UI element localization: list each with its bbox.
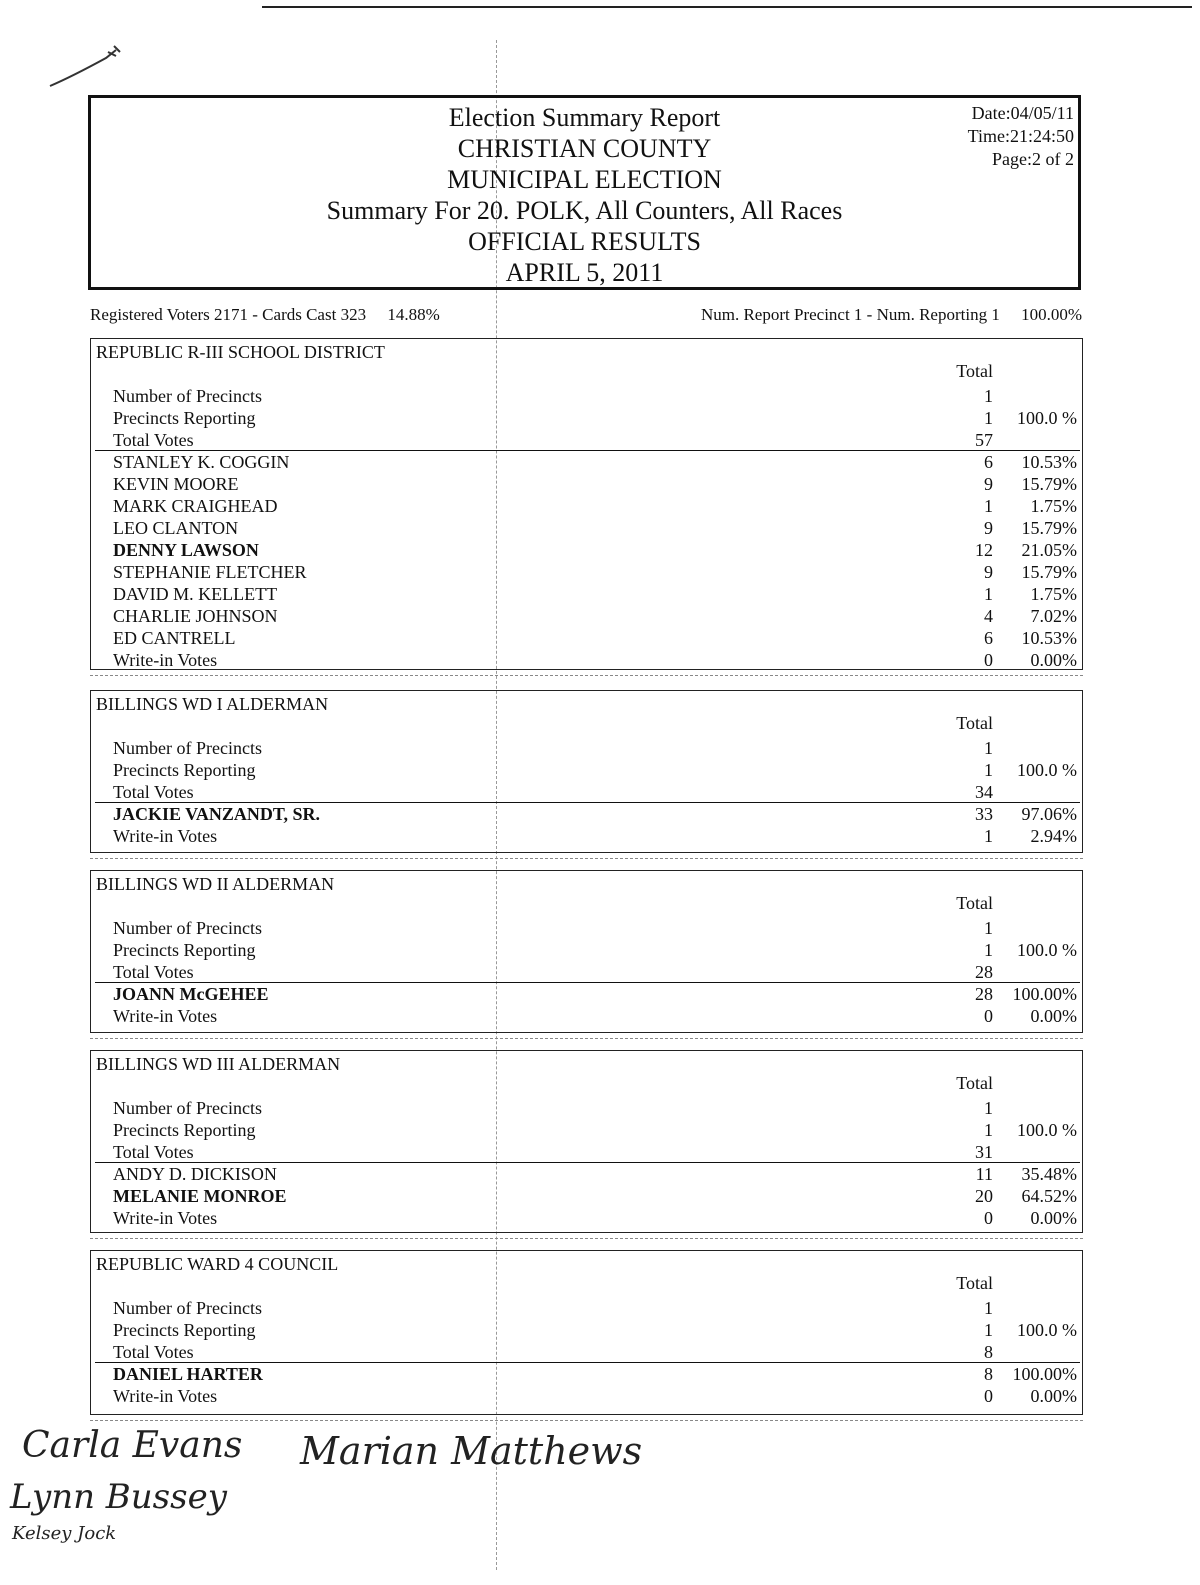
race-separator [90, 1238, 1083, 1239]
race-separator [90, 858, 1083, 859]
race-separator [90, 1420, 1083, 1421]
precincts-row [91, 737, 1082, 759]
page-number: Page:2 of 2 [992, 149, 1074, 169]
candidate-percent: 0.00% [1030, 650, 1077, 670]
total-votes-row [91, 781, 1082, 803]
row-label: Precincts Reporting [113, 408, 256, 428]
row-percent: 100.0 % [1017, 760, 1077, 780]
candidate-percent: 1.75% [1030, 496, 1077, 516]
precincts-reporting-row [91, 939, 1082, 961]
precincts-reporting-row [91, 1119, 1082, 1141]
total-column-header: Total [956, 893, 993, 913]
candidate-percent: 97.06% [1021, 804, 1077, 824]
county-name: CHRISTIAN COUNTY [457, 134, 712, 163]
report-time: Time:21:24:50 [967, 126, 1074, 146]
row-label: Number of Precincts [113, 1298, 262, 1318]
candidate-percent: 0.00% [1030, 1208, 1077, 1228]
candidate-percent: 21.05% [1021, 540, 1077, 560]
candidate-row [91, 1363, 1082, 1385]
candidate-name: DAVID M. KELLETT [113, 584, 278, 604]
race-title: BILLINGS WD I ALDERMAN [96, 694, 329, 714]
row-label: Precincts Reporting [113, 760, 256, 780]
candidate-row [91, 1185, 1082, 1207]
row-value: 1 [984, 1320, 993, 1340]
candidate-name: Write-in Votes [113, 650, 218, 670]
candidate-votes: 20 [975, 1186, 993, 1206]
row-value: 1 [984, 738, 993, 758]
election-name: MUNICIPAL ELECTION [447, 165, 722, 194]
row-percent: 100.0 % [1017, 940, 1077, 960]
candidate-name: ANDY D. DICKISON [113, 1164, 277, 1184]
signatures [0, 1425, 700, 1585]
candidate-percent: 15.79% [1021, 474, 1077, 494]
race-title: REPUBLIC R-III SCHOOL DISTRICT [96, 342, 385, 362]
precincts-reporting-row [91, 407, 1082, 429]
report-header [88, 95, 1081, 290]
candidate-name: Write-in Votes [113, 1208, 218, 1228]
row-value: 1 [984, 1098, 993, 1118]
row-label: Total Votes [113, 1142, 194, 1162]
row-label: Total Votes [113, 1342, 194, 1362]
total-votes-row [91, 1341, 1082, 1363]
row-label: Number of Precincts [113, 738, 262, 758]
row-label: Precincts Reporting [113, 1320, 256, 1340]
candidate-row [91, 825, 1082, 847]
precincts-reporting-row [91, 759, 1082, 781]
precincts-row [91, 1297, 1082, 1319]
candidate-name: Write-in Votes [113, 1006, 218, 1026]
candidate-row [91, 605, 1082, 627]
race-title: BILLINGS WD II ALDERMAN [96, 874, 335, 894]
candidate-percent: 2.94% [1030, 826, 1077, 846]
candidate-votes: 6 [984, 452, 993, 472]
total-column-header: Total [956, 1073, 993, 1093]
candidate-votes: 0 [984, 1006, 993, 1026]
candidate-votes: 9 [984, 518, 993, 538]
candidate-votes: 6 [984, 628, 993, 648]
candidate-votes: 8 [984, 1364, 993, 1384]
row-label: Precincts Reporting [113, 1120, 256, 1140]
candidate-percent: 10.53% [1021, 628, 1077, 648]
report-title: Election Summary Report [448, 103, 721, 132]
total-column-header: Total [956, 361, 993, 381]
total-votes-row [91, 429, 1082, 451]
candidate-row [91, 649, 1082, 671]
row-label: Number of Precincts [113, 386, 262, 406]
candidate-name: ED CANTRELL [113, 628, 236, 648]
candidate-votes: 11 [975, 1164, 993, 1184]
candidate-row [91, 1005, 1082, 1027]
precinct-reporting-summary: Num. Report Precinct 1 - Num. Reporting 1 100.00% [700, 305, 1082, 324]
row-label: Total Votes [113, 782, 194, 802]
row-percent: 100.0 % [1017, 1320, 1077, 1340]
precincts-reporting-row [91, 1319, 1082, 1341]
candidate-percent: 15.79% [1021, 562, 1077, 582]
candidate-percent: 35.48% [1021, 1164, 1077, 1184]
candidate-name: Write-in Votes [113, 826, 218, 846]
total-votes-row [91, 961, 1082, 983]
candidate-percent: 0.00% [1030, 1006, 1077, 1026]
candidate-percent: 64.52% [1021, 1186, 1077, 1206]
row-percent: 100.0 % [1017, 1120, 1077, 1140]
candidate-row [91, 561, 1082, 583]
candidate-votes: 0 [984, 1208, 993, 1228]
candidate-votes: 12 [975, 540, 993, 560]
candidate-row [91, 803, 1082, 825]
candidate-votes: 33 [975, 804, 993, 824]
candidate-votes: 1 [984, 496, 993, 516]
candidate-percent: 100.00% [1012, 1364, 1077, 1384]
candidate-name: DANIEL HARTER [113, 1364, 263, 1384]
candidate-row [91, 1385, 1082, 1407]
row-value: 1 [984, 408, 993, 428]
candidate-percent: 1.75% [1030, 584, 1077, 604]
candidate-row [91, 473, 1082, 495]
results-status: OFFICIAL RESULTS [468, 227, 701, 256]
candidate-row [91, 539, 1082, 561]
candidate-name: JOANN McGEHEE [113, 984, 269, 1004]
row-percent: 100.0 % [1017, 408, 1077, 428]
candidate-row [91, 495, 1082, 517]
report-title-block [91, 102, 1078, 288]
candidate-percent: 100.00% [1012, 984, 1077, 1004]
candidate-name: STEPHANIE FLETCHER [113, 562, 307, 582]
race-box [90, 1050, 1083, 1233]
candidate-percent: 0.00% [1030, 1386, 1077, 1406]
candidate-votes: 9 [984, 562, 993, 582]
candidate-row [91, 1207, 1082, 1229]
row-value: 31 [975, 1142, 993, 1162]
total-column-header: Total [956, 713, 993, 733]
precincts-row [91, 917, 1082, 939]
registered-voters-summary: Registered Voters 2171 - Cards Cast 323 14.88% [90, 305, 440, 324]
summary-scope: Summary For 20. POLK, All Counters, All Races [326, 196, 843, 225]
candidate-row [91, 583, 1082, 605]
race-separator [90, 1038, 1083, 1039]
candidate-name: MARK CRAIGHEAD [113, 496, 278, 516]
candidate-votes: 0 [984, 650, 993, 670]
candidate-name: KEVIN MOORE [113, 474, 239, 494]
race-box [90, 690, 1083, 853]
candidate-votes: 1 [984, 826, 993, 846]
signature: Kelsey Jock [12, 1523, 117, 1544]
top-rule [262, 6, 1192, 8]
race-box [90, 1250, 1083, 1415]
row-value: 1 [984, 760, 993, 780]
candidate-name: DENNY LAWSON [113, 540, 259, 560]
row-value: 1 [984, 918, 993, 938]
pen-mark-icon [44, 42, 134, 92]
candidate-row [91, 517, 1082, 539]
report-meta [968, 102, 1074, 171]
candidate-name: LEO CLANTON [113, 518, 239, 538]
candidate-votes: 1 [984, 584, 993, 604]
candidate-votes: 4 [984, 606, 993, 626]
candidate-name: STANLEY K. COGGIN [113, 452, 290, 472]
row-value: 8 [984, 1342, 993, 1362]
candidate-name: MELANIE MONROE [113, 1186, 287, 1206]
candidate-row [91, 1163, 1082, 1185]
row-value: 1 [984, 940, 993, 960]
row-label: Total Votes [113, 430, 194, 450]
row-value: 57 [975, 430, 993, 450]
candidate-votes: 28 [975, 984, 993, 1004]
row-value: 1 [984, 1298, 993, 1318]
race-separator [90, 675, 1083, 676]
row-label: Total Votes [113, 962, 194, 982]
total-votes-row [91, 1141, 1082, 1163]
candidate-name: Write-in Votes [113, 1386, 218, 1406]
candidate-row [91, 451, 1082, 473]
candidate-percent: 15.79% [1021, 518, 1077, 538]
row-value: 34 [975, 782, 993, 802]
race-box [90, 870, 1083, 1033]
row-label: Number of Precincts [113, 918, 262, 938]
candidate-percent: 10.53% [1021, 452, 1077, 472]
candidate-percent: 7.02% [1030, 606, 1077, 626]
row-value: 28 [975, 962, 993, 982]
signature: Carla Evans [22, 1425, 243, 1466]
report-date: Date:04/05/11 [971, 103, 1074, 123]
candidate-row [91, 627, 1082, 649]
total-column-header: Total [956, 1273, 993, 1293]
election-date: APRIL 5, 2011 [505, 258, 664, 287]
row-value: 1 [984, 386, 993, 406]
signature: Lynn Bussey [10, 1477, 227, 1517]
candidate-name: JACKIE VANZANDT, SR. [113, 804, 321, 824]
row-label: Precincts Reporting [113, 940, 256, 960]
race-title: BILLINGS WD III ALDERMAN [96, 1054, 341, 1074]
row-label: Number of Precincts [113, 1098, 262, 1118]
race-title: REPUBLIC WARD 4 COUNCIL [96, 1254, 339, 1274]
precincts-row [91, 1097, 1082, 1119]
candidate-row [91, 983, 1082, 1005]
candidate-name: CHARLIE JOHNSON [113, 606, 278, 626]
candidate-votes: 0 [984, 1386, 993, 1406]
race-box [90, 338, 1083, 670]
precincts-row [91, 385, 1082, 407]
signature: Marian Matthews [300, 1429, 643, 1473]
row-value: 1 [984, 1120, 993, 1140]
candidate-votes: 9 [984, 474, 993, 494]
